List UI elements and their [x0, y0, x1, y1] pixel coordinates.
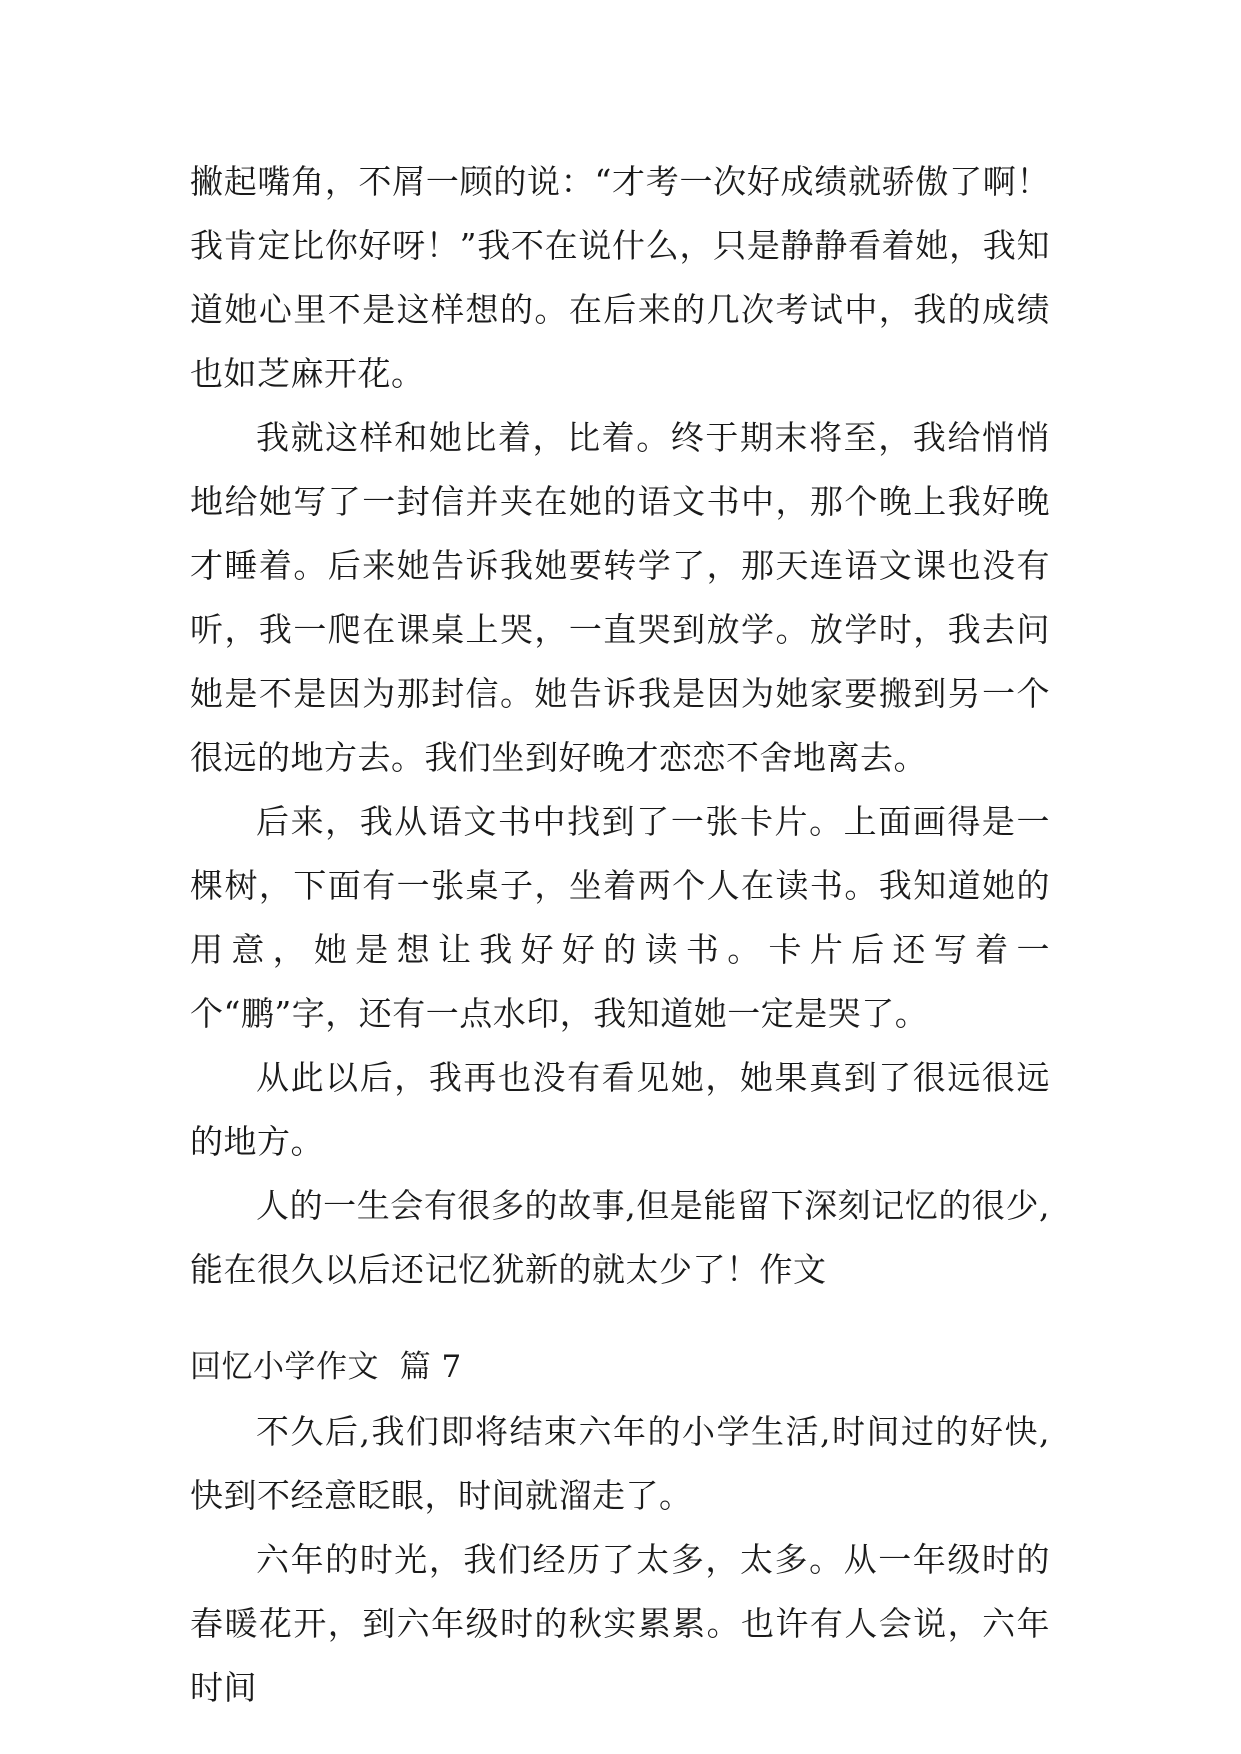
- paragraph-2: 我就这样和她比着，比着。终于期末将至，我给悄悄地给她写了一封信并夹在她的语文书中，那个晚上我好晚才睡着。后来她告诉我她要转学了，那天连语文课也没有听，我一爬在课桌上哭，一直哭到放学。放学时，我去问她是不是因为那封信。她告诉我是因为她家要搬到另一个很远的地方去。我们坐到好晚才恋恋不舍地离去。: [190, 418, 1050, 777]
- paragraph-6: 不久后,我们即将结束六年的小学生活,时间过的好快,快到不经意眨眼，时间就溜走了。: [190, 1412, 1050, 1515]
- paragraph-7: 六年的时光，我们经历了太多，太多。从一年级时的春暖花开，到六年级时的秋实累累。也许有人会说，六年时间: [190, 1540, 1050, 1707]
- paragraph-3: 后来，我从语文书中找到了一张卡片。上面画得是一棵树，下面有一张桌子，坐着两个人在读书。我知道她的用意，她是想让我好好的读书。卡片后还写着一个“鹏”字，还有一点水印，我知道她一定是哭了。: [190, 802, 1050, 1033]
- paragraph-5: 人的一生会有很多的故事,但是能留下深刻记忆的很少,能在很久以后还记忆犹新的就太少了！作文: [190, 1186, 1050, 1289]
- section-heading: 回忆小学作文 篇 7: [190, 1349, 462, 1385]
- paragraph-1: 撇起嘴角，不屑一顾的说：“才考一次好成绩就骄傲了啊！我肯定比你好呀！”我不在说什么，只是静静看着她，我知道她心里不是这样想的。在后来的几次考试中，我的成绩也如芝麻开花。: [190, 162, 1050, 393]
- paragraph-4: 从此以后，我再也没有看见她，她果真到了很远很远的地方。: [190, 1058, 1050, 1161]
